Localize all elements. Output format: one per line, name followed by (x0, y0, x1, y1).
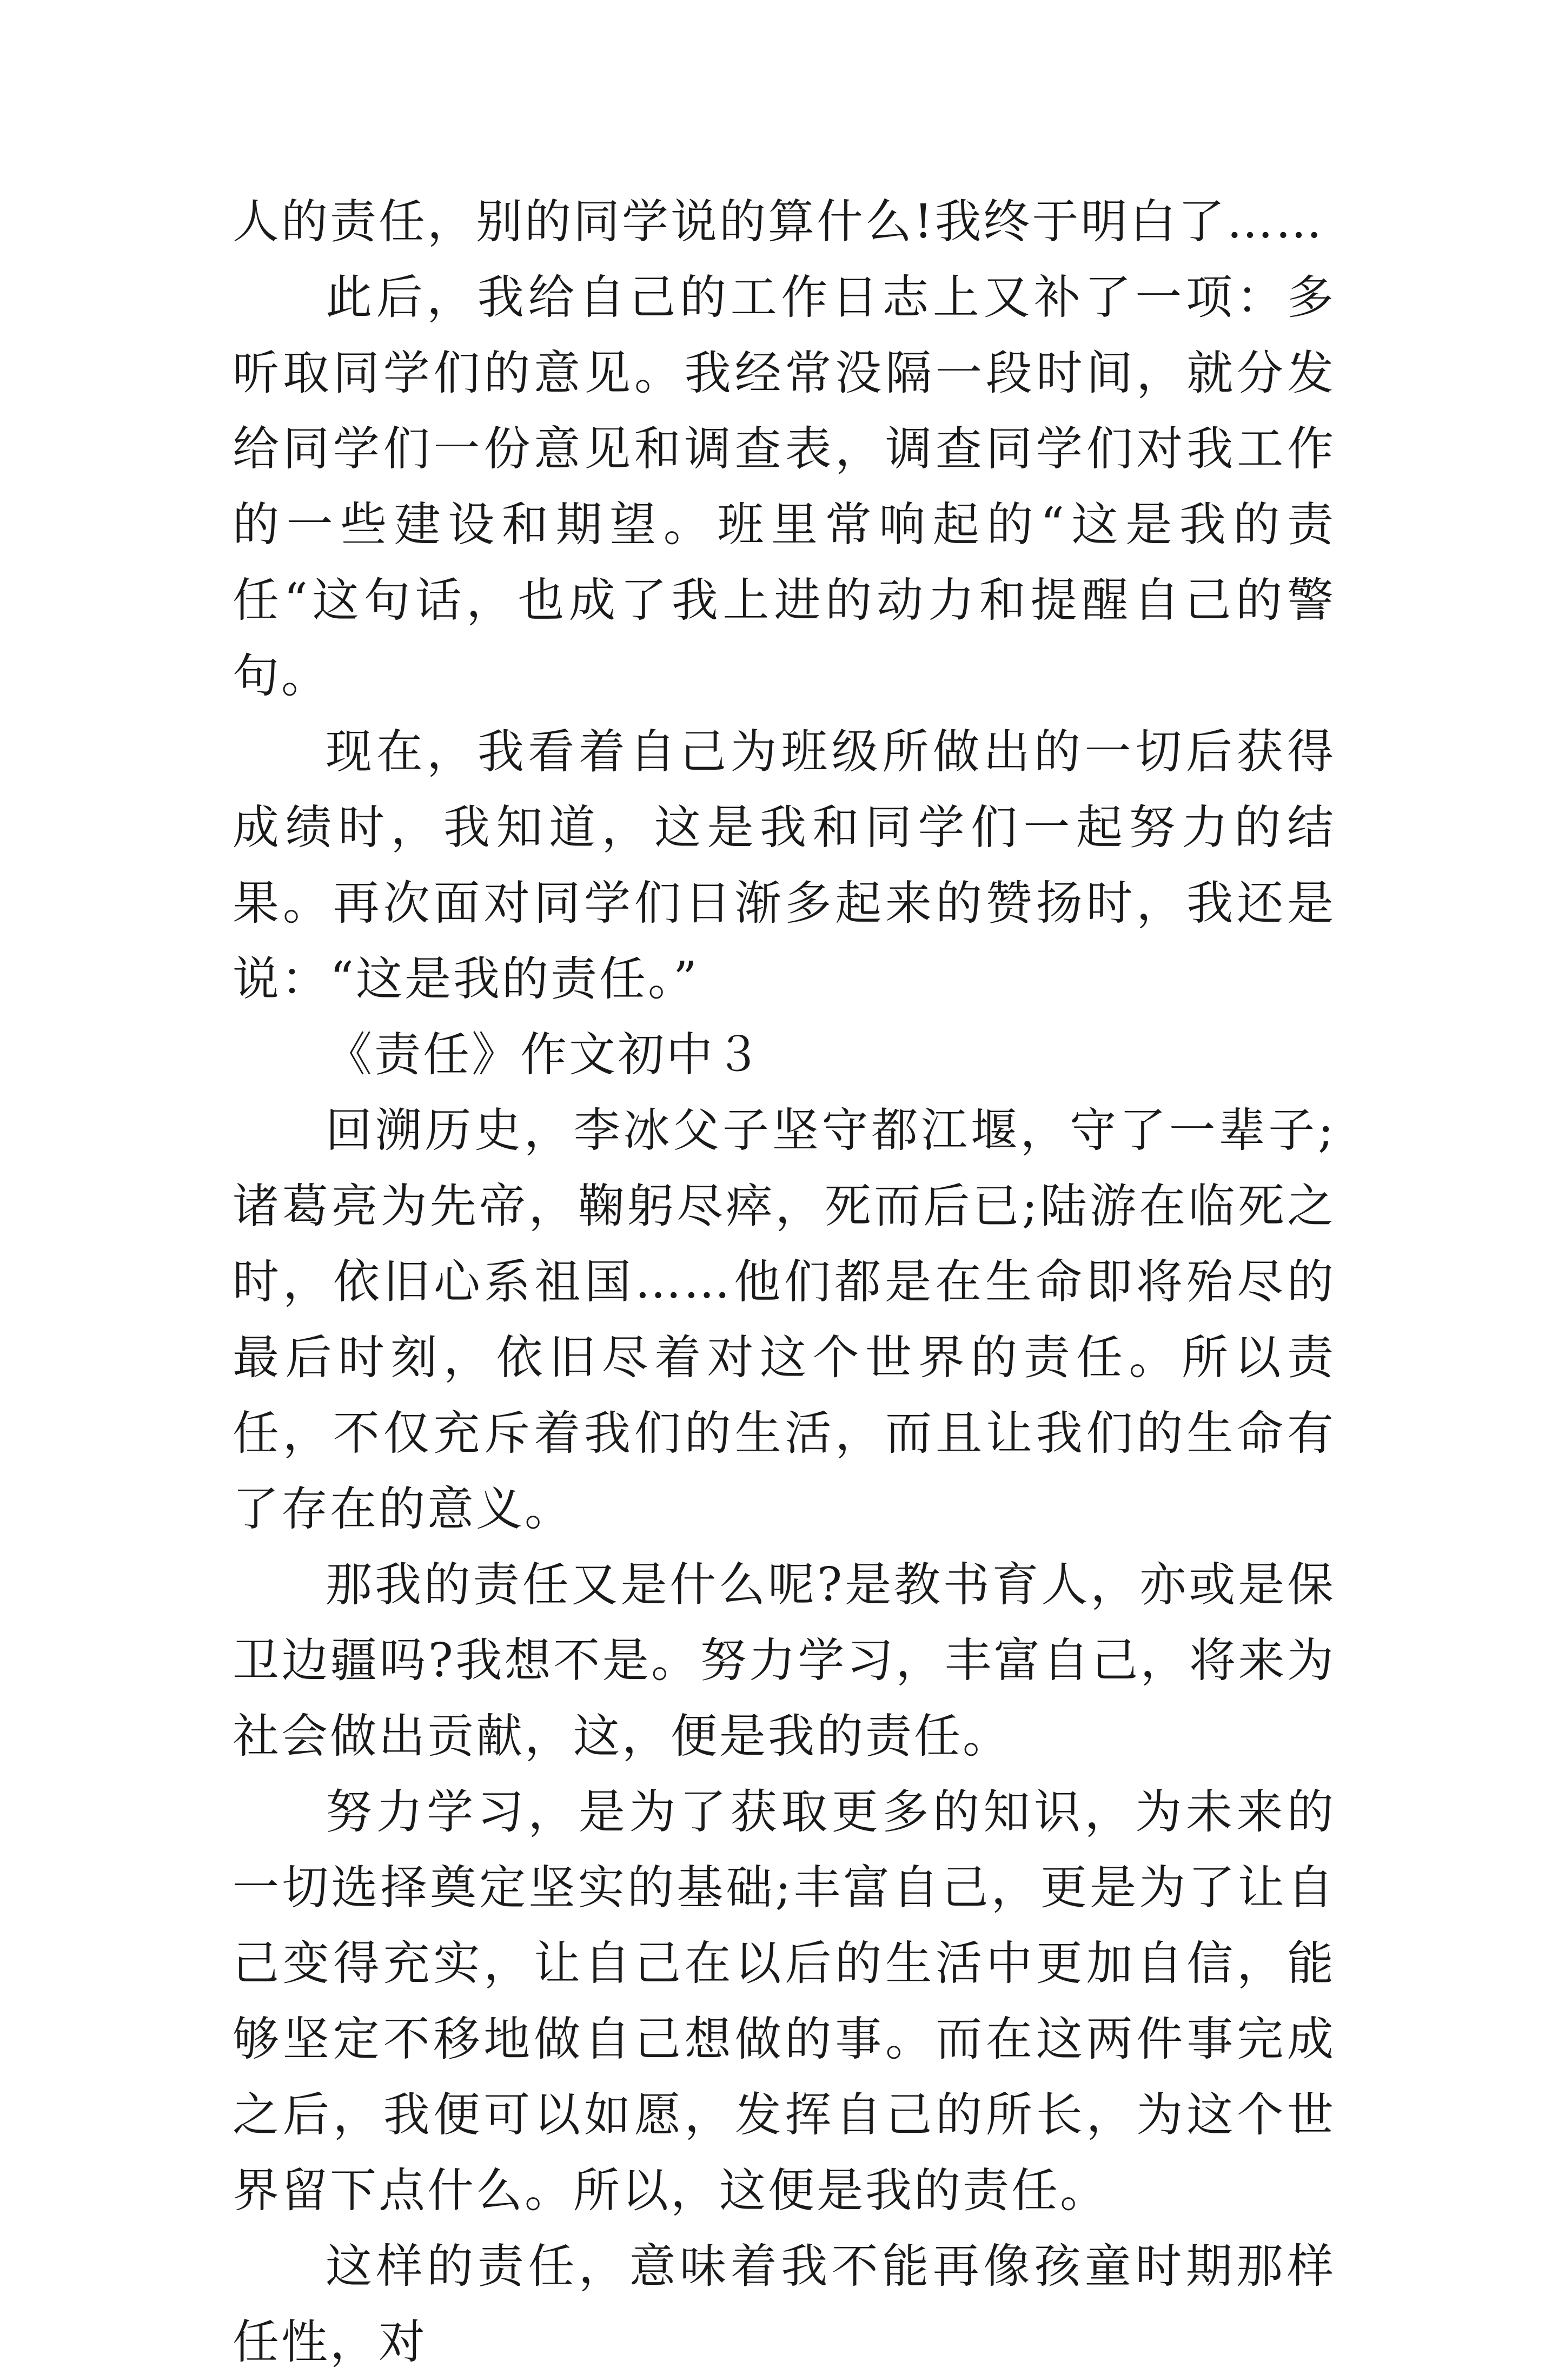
paragraph-work-log: 此后，我给自己的工作日志上又补了一项：多听取同学们的意见。我经常没隔一段时间，就分发给同学们一份意见和调查表，调查同学们对我工作的一些建设和期望。班里常响起的“这是我的责任“这句话，也成了我上进的动力和提醒自己的警句。 (233, 270, 1336, 703)
paragraph-my-responsibility: 那我的责任又是什么呢?是教书育人，亦或是保卫边疆吗?我想不是。努力学习，丰富自己，将来为社会做出贡献，这，便是我的责任。 (233, 1558, 1336, 1763)
paragraph-childhood: 这样的责任，意味着我不能再像孩童时期那样任性，对 (233, 2239, 1336, 2369)
paragraph-study: 努力学习，是为了获取更多的知识，为未来的一切选择奠定坚实的基础;丰富自己，更是为了让自己变得充实，让自己在以后的生活中更加自信，能够坚定不移地做自己想做的事。而在这两件事完成之后，我便可以如愿，发挥自己的所长，为这个世界留下点什么。所以，这便是我的责任。 (233, 1785, 1336, 2218)
essay-body (233, 184, 1336, 2380)
paragraph-history: 回溯历史，李冰父子坚守都江堰，守了一辈子;诸葛亮为先帝，鞠躬尽瘁，死而后已;陆游在临死之时，依旧心系祖国……他们都是在生命即将殆尽的最后时刻，依旧尽着对这个世界的责任。所以责任，不仅充斥着我们的生活，而且让我们的生命有了存在的意义。 (233, 1103, 1336, 1536)
paragraph-achievement: 现在，我看着自己为班级所做出的一切后获得成绩时，我知道，这是我和同学们一起努力的结果。再次面对同学们日渐多起来的赞扬时，我还是说：“这是我的责任。” (233, 725, 1336, 1006)
paragraph-continuation: 人的责任，别的同学说的算什么!我终于明白了…… (233, 195, 1324, 249)
essay-title: 《责任》作文初中３ (326, 1028, 764, 1082)
